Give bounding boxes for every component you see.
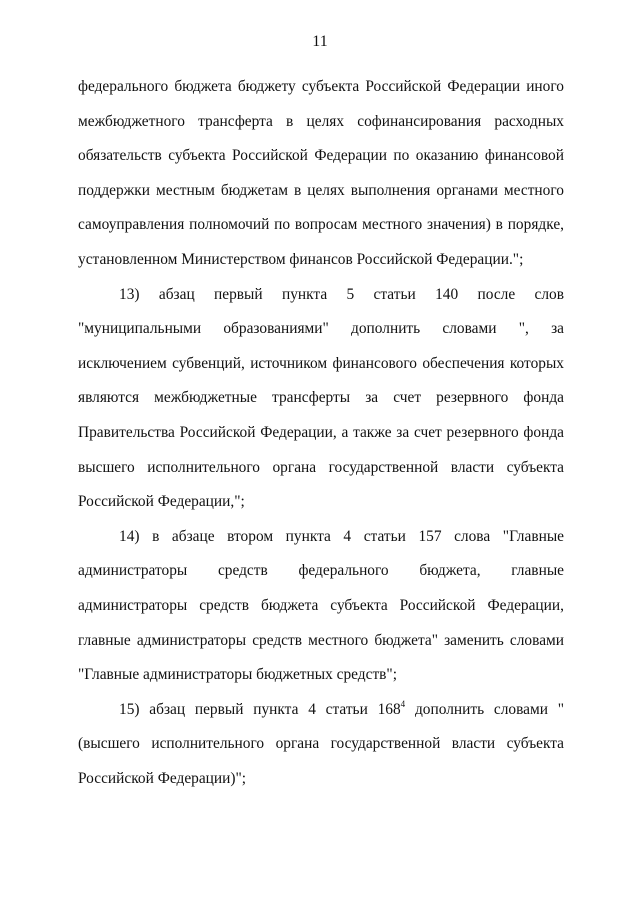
paragraph-item-13: 13) абзац первый пункта 5 статьи 140 после слов "муниципальными образованиями" дополнить словами ", за исключением субвенций, источником финансового обеспечения которых являются межбюджетные трансферты за счет резервного фонда Правительства Российской Федерации, а также за счет резервного фонда высшего исполнительного органа государственной власти субъекта Российской Федерации,";	[78, 285, 564, 511]
document-body	[78, 70, 564, 796]
paragraph-item-15-start: 15) абзац первый пункта 4 статьи 168	[119, 700, 401, 718]
paragraph-item-15-end: дополнить словами "(высшего исполнительного органа государственной власти субъекта Российской Федерации)";	[78, 700, 564, 787]
paragraph-item-15	[78, 693, 564, 797]
paragraph-item-14: 14) в абзаце втором пункта 4 статьи 157 слова "Главные администраторы средств федерального бюджета, главные администраторы средств бюджета субъекта Российской Федерации, главные администраторы средств местного бюджета" заменить словами "Главные администраторы бюджетных средств";	[78, 527, 564, 684]
paragraph-continuation: федерального бюджета бюджету субъекта Российской Федерации иного межбюджетного трансферта в целях софинансирования расходных обязательств субъекта Российской Федерации по оказанию финансовой поддержки местным бюджетам в целях выполнения органами местного самоуправления полномочий по вопросам местного значения) в порядке, установленном Министерством финансов Российской Федерации.";	[78, 78, 564, 268]
page-number: 11	[312, 33, 328, 50]
superscript-article-number: 4	[400, 698, 406, 709]
